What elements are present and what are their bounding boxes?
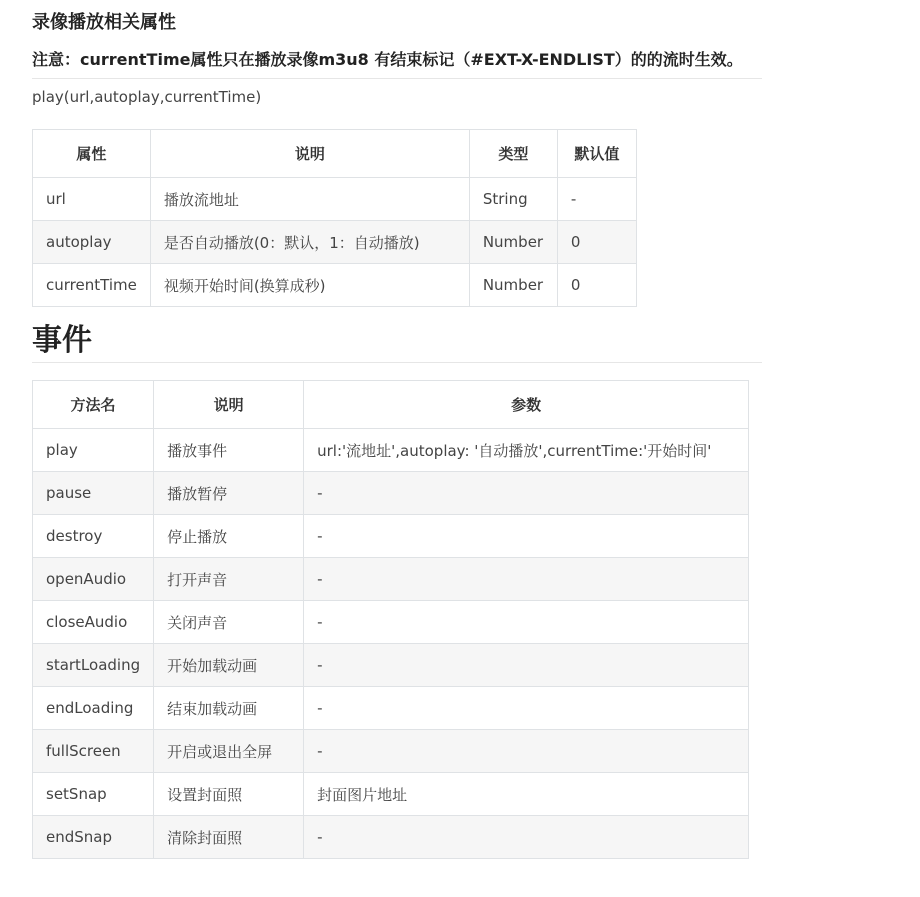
table-cell: 0 <box>557 264 636 307</box>
table-cell: 封面图片地址 <box>304 773 749 816</box>
table-cell: 开始加载动画 <box>154 644 304 687</box>
table-header-row <box>33 130 637 178</box>
column-header: 默认值 <box>557 130 636 178</box>
table-cell: currentTime <box>33 264 151 307</box>
table-row <box>33 221 637 264</box>
table-cell: destroy <box>33 515 154 558</box>
table-cell: 播放暂停 <box>154 472 304 515</box>
table-cell: fullScreen <box>33 730 154 773</box>
table-row <box>33 264 637 307</box>
table-cell: endLoading <box>33 687 154 730</box>
column-header: 方法名 <box>33 381 154 429</box>
table-cell: play <box>33 429 154 472</box>
table-cell: closeAudio <box>33 601 154 644</box>
current-time-note: 注意：currentTime属性只在播放录像m3u8 有结束标记（#EXT-X-ENDLIST）的的流时生效。 <box>32 50 743 69</box>
divider <box>32 78 762 79</box>
table-row <box>33 816 749 859</box>
table-cell: openAudio <box>33 558 154 601</box>
column-header: 说明 <box>154 381 304 429</box>
table-row <box>33 558 749 601</box>
table-row <box>33 601 749 644</box>
table-cell: Number <box>469 221 557 264</box>
events-table <box>32 380 749 859</box>
table-cell: 设置封面照 <box>154 773 304 816</box>
table-cell: 打开声音 <box>154 558 304 601</box>
table-row <box>33 644 749 687</box>
table-cell: - <box>304 558 749 601</box>
table-cell: 结束加载动画 <box>154 687 304 730</box>
table-cell: - <box>304 816 749 859</box>
properties-table <box>32 129 637 307</box>
events-heading: 事件 <box>32 323 92 358</box>
column-header: 说明 <box>150 130 469 178</box>
table-cell: pause <box>33 472 154 515</box>
table-cell: url:'流地址',autoplay: '自动播放',currentTime:'开始时间' <box>304 429 749 472</box>
table-cell: endSnap <box>33 816 154 859</box>
divider <box>32 362 762 363</box>
table-row <box>33 429 749 472</box>
table-cell: - <box>304 515 749 558</box>
column-header: 参数 <box>304 381 749 429</box>
table-cell: 开启或退出全屏 <box>154 730 304 773</box>
table-cell: 0 <box>557 221 636 264</box>
table-cell: 播放流地址 <box>150 178 469 221</box>
table-header-row <box>33 381 749 429</box>
table-row <box>33 472 749 515</box>
table-cell: Number <box>469 264 557 307</box>
column-header: 属性 <box>33 130 151 178</box>
table-cell: - <box>304 687 749 730</box>
play-signature: play(url,autoplay,currentTime) <box>32 88 262 106</box>
table-row <box>33 178 637 221</box>
table-cell: setSnap <box>33 773 154 816</box>
section-title: 录像播放相关属性 <box>32 12 176 33</box>
table-cell: - <box>557 178 636 221</box>
table-cell: String <box>469 178 557 221</box>
table-row <box>33 773 749 816</box>
column-header: 类型 <box>469 130 557 178</box>
table-cell: startLoading <box>33 644 154 687</box>
table-cell: 视频开始时间(换算成秒) <box>150 264 469 307</box>
table-row <box>33 515 749 558</box>
table-cell: url <box>33 178 151 221</box>
table-cell: - <box>304 730 749 773</box>
table-cell: 停止播放 <box>154 515 304 558</box>
table-cell: - <box>304 644 749 687</box>
table-cell: 是否自动播放(0：默认，1：自动播放) <box>150 221 469 264</box>
table-cell: - <box>304 472 749 515</box>
table-cell: 关闭声音 <box>154 601 304 644</box>
table-cell: autoplay <box>33 221 151 264</box>
table-row <box>33 687 749 730</box>
table-cell: 播放事件 <box>154 429 304 472</box>
table-cell: - <box>304 601 749 644</box>
table-cell: 清除封面照 <box>154 816 304 859</box>
table-row <box>33 730 749 773</box>
